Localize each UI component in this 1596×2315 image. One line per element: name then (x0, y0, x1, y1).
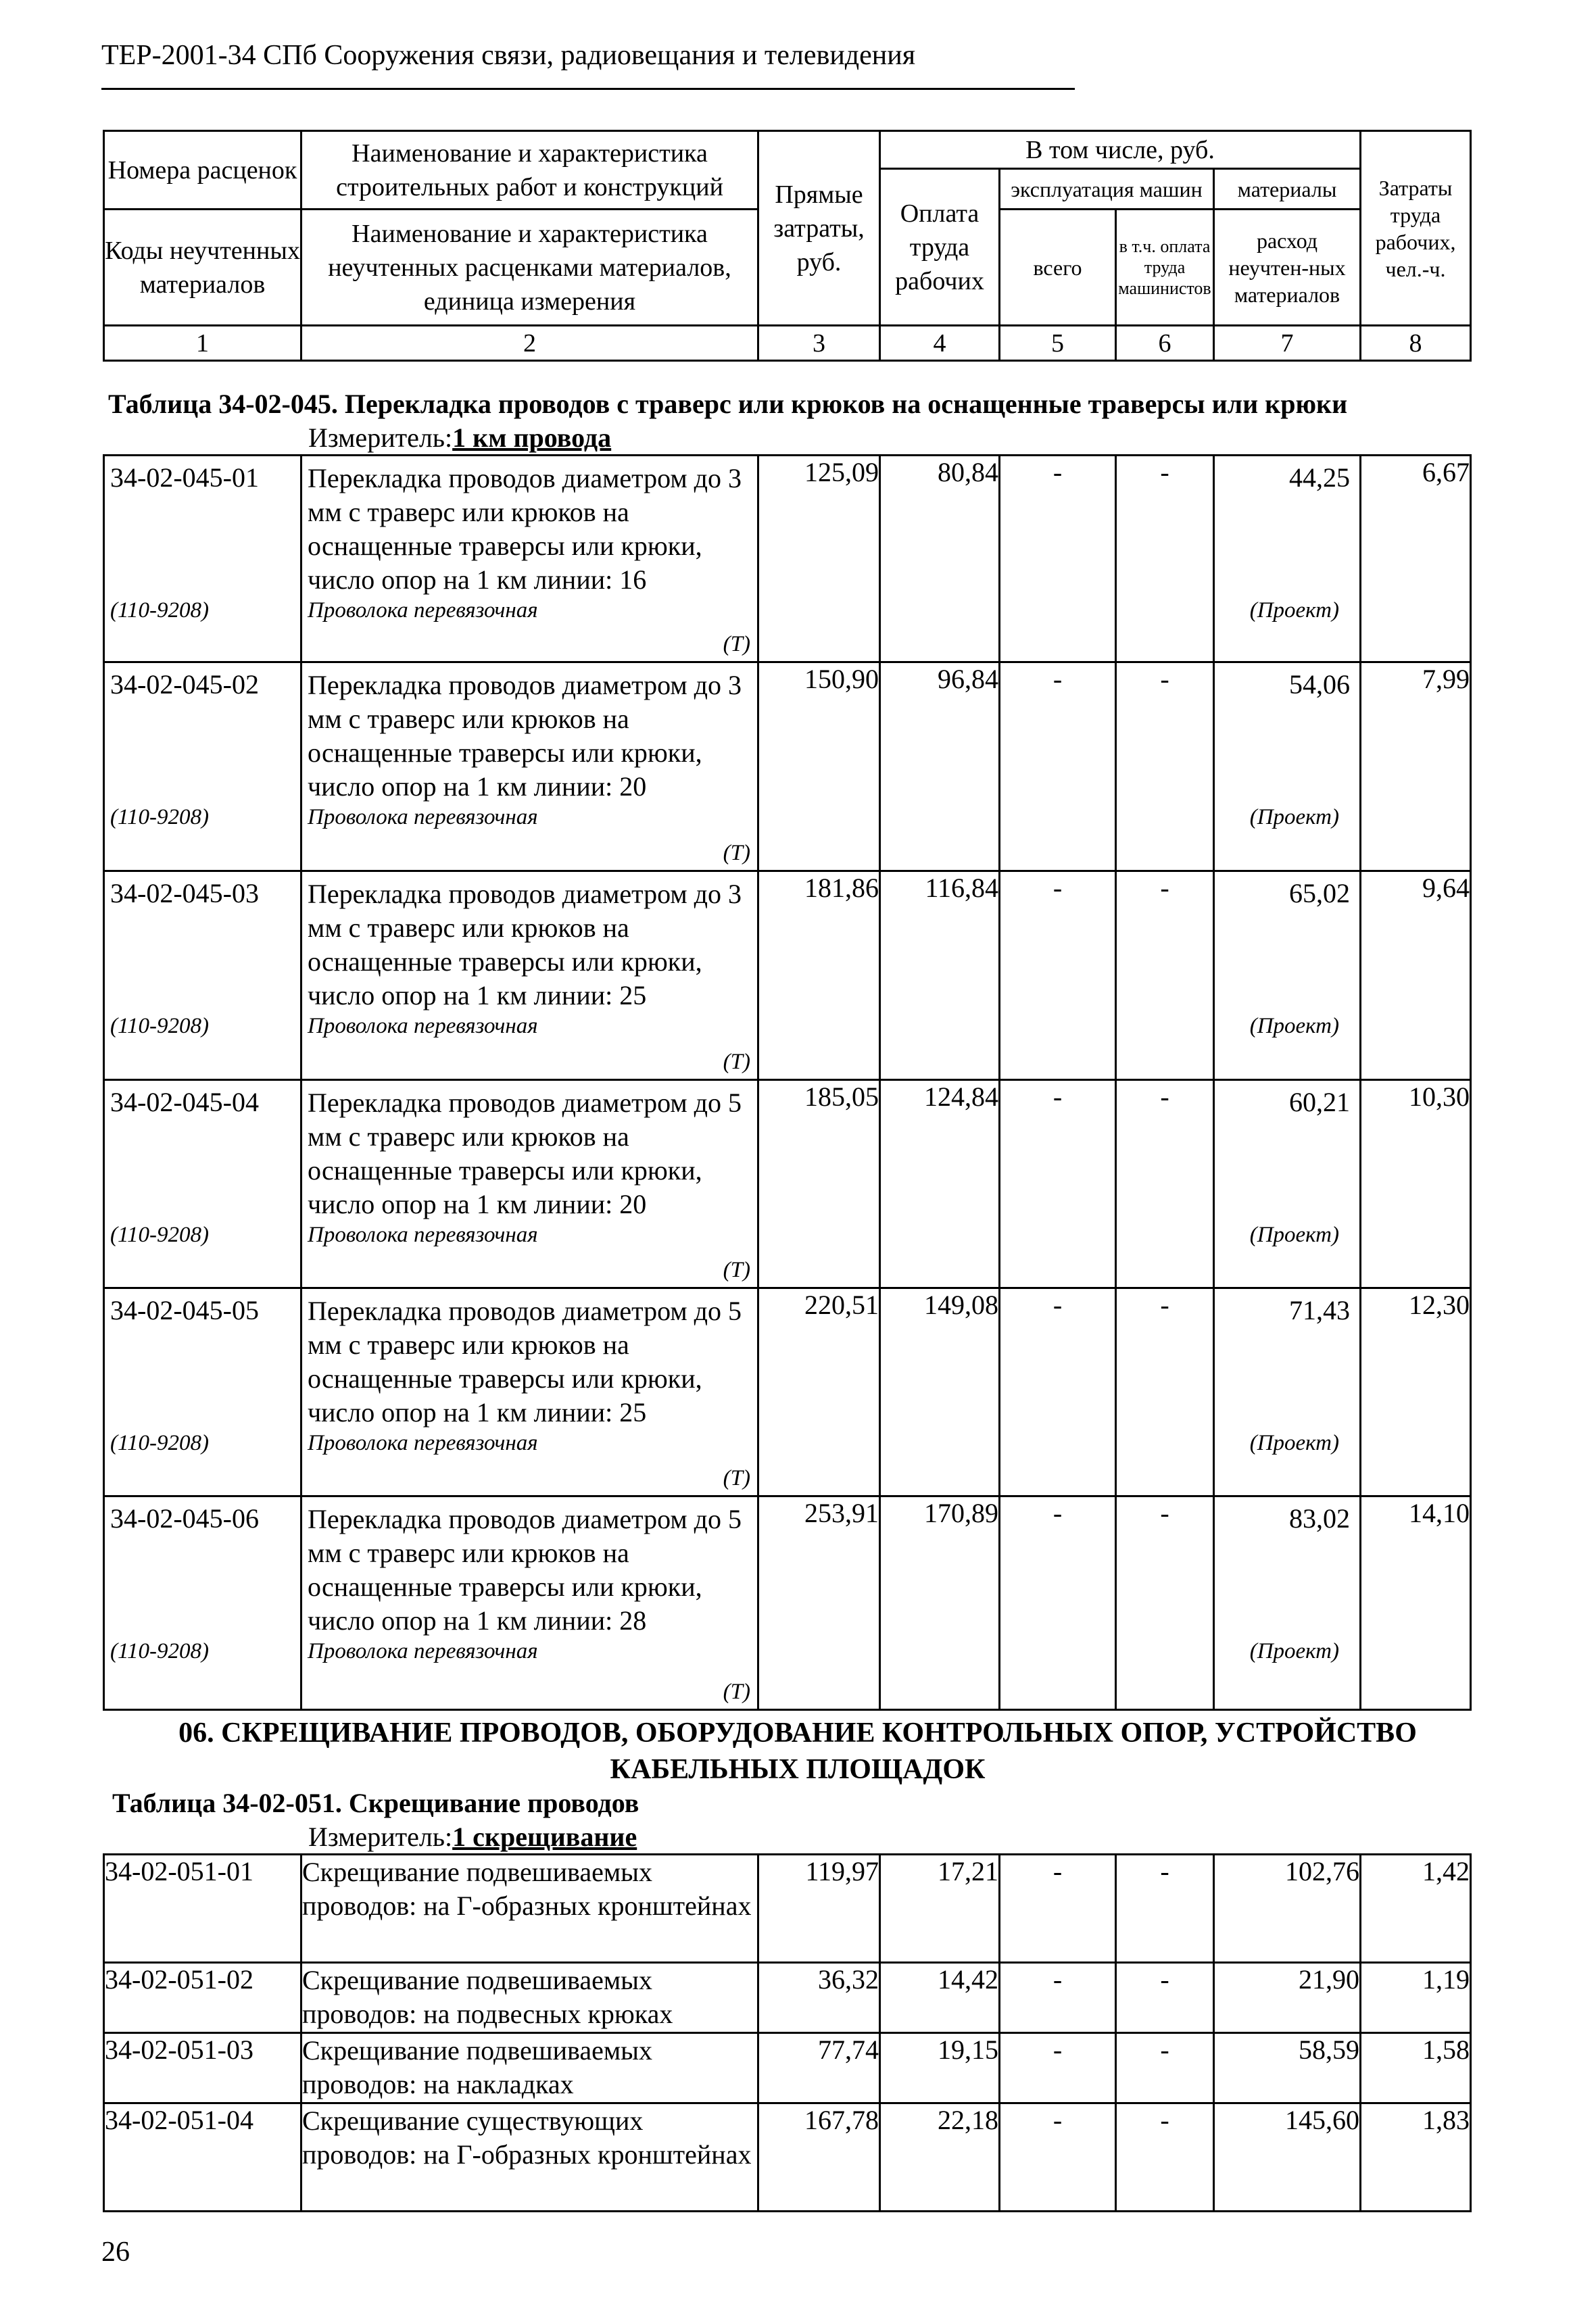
column-number: 2 (301, 326, 758, 361)
rate-code-cell (104, 1288, 301, 1496)
rate-code: 34-02-051-03 (104, 2033, 301, 2103)
material-mark: (Т) (723, 1050, 750, 1074)
table-row (104, 456, 1471, 662)
column-number: 8 (1361, 326, 1471, 361)
direct-costs: 150,90 (758, 662, 880, 871)
material-name: Проволока перевязочная (308, 1431, 538, 1455)
rate-description: Перекладка проводов диаметром до 3 мм с траверс или крюков на оснащенные траверсы или крюки, число опор на 1 км линии: 25 (308, 879, 742, 1010)
table-title: Таблица 34-02-051. Скрещивание проводов (112, 1788, 639, 1818)
material-mark: (Т) (723, 1680, 750, 1704)
direct-costs: 220,51 (758, 1288, 880, 1496)
rate-description: Перекладка проводов диаметром до 5 мм с траверс или крюков на оснащенные траверсы или крюки, число опор на 1 км линии: 28 (308, 1504, 742, 1636)
header-machinists-pay: в т.ч. оплата труда машинистов (1116, 210, 1214, 326)
rate-code: 34-02-045-05 (110, 1295, 259, 1325)
labor-pay: 14,42 (880, 1963, 1000, 2033)
header-material-names: Наименование и характеристика неучтенных расценками материалов, единица измерения (301, 210, 758, 326)
header-labor-pay: Оплата труда рабочих (880, 169, 1000, 326)
labor-pay: 116,84 (880, 871, 1000, 1080)
direct-costs: 253,91 (758, 1496, 880, 1710)
measure-value: 1 скрещивание (452, 1822, 637, 1852)
machines-total: - (1000, 2033, 1116, 2103)
project-mark: (Проект) (1249, 1431, 1339, 1455)
material-code: (110-9208) (110, 1223, 210, 1247)
direct-costs: 167,78 (758, 2103, 880, 2212)
labor-hours: 1,58 (1361, 2033, 1471, 2103)
header-direct-costs: Прямые затраты, руб. (758, 131, 880, 326)
labor-pay: 22,18 (880, 2103, 1000, 2212)
machinists-pay: - (1116, 1855, 1214, 1963)
materials-cell (1214, 1080, 1361, 1288)
machinists-pay: - (1116, 2033, 1214, 2103)
table-row (104, 1963, 1471, 2033)
column-number: 1 (104, 326, 301, 361)
material-name: Проволока перевязочная (308, 1014, 538, 1038)
column-number: 4 (880, 326, 1000, 361)
labor-hours: 1,19 (1361, 1963, 1471, 2033)
header-rate-numbers: Номера расценок (104, 131, 301, 210)
description-cell (301, 1288, 758, 1496)
measure-value: 1 км провода (452, 422, 612, 453)
page-number: 26 (101, 2237, 130, 2268)
header-materials: материалы (1214, 169, 1361, 210)
header-material-codes: Коды неучтенных материалов (104, 210, 301, 326)
machinists-pay: - (1116, 1496, 1214, 1710)
column-number: 5 (1000, 326, 1116, 361)
material-name: Проволока перевязочная (308, 1223, 538, 1247)
table-row (104, 1496, 1471, 1710)
rate-code: 34-02-045-02 (110, 669, 259, 700)
table-row (104, 2033, 1471, 2103)
rate-description: Скрещивание существующих проводов: на Г-образных кронштейнах (301, 2103, 758, 2212)
rates-table-045 (103, 454, 1472, 1711)
machinists-pay: - (1116, 1288, 1214, 1496)
labor-hours: 1,83 (1361, 2103, 1471, 2212)
section-title-line1: 06. СКРЕЩИВАНИЕ ПРОВОДОВ, ОБОРУДОВАНИЕ КОНТРОЛЬНЫХ ОПОР, УСТРОЙСТВО (178, 1717, 1417, 1749)
labor-pay: 17,21 (880, 1855, 1000, 1963)
rate-code-cell (104, 1080, 301, 1288)
materials-cost: 58,59 (1214, 2033, 1361, 2103)
direct-costs: 36,32 (758, 1963, 880, 2033)
materials-cell (1214, 871, 1361, 1080)
column-number: 3 (758, 326, 880, 361)
table-row (104, 2103, 1471, 2212)
material-mark: (Т) (723, 1258, 750, 1282)
labor-hours: 9,64 (1361, 871, 1471, 1080)
rate-code: 34-02-045-03 (110, 878, 259, 908)
labor-hours: 6,67 (1361, 456, 1471, 662)
table-row (104, 1855, 1471, 1963)
page-header-title: ТЕР-2001-34 СПб Сооружения связи, радиовещания и телевидения (101, 40, 916, 71)
direct-costs: 185,05 (758, 1080, 880, 1288)
rate-code: 34-02-051-02 (104, 1963, 301, 2033)
description-cell (301, 456, 758, 662)
header-machines-total: всего (1000, 210, 1116, 326)
labor-pay: 19,15 (880, 2033, 1000, 2103)
description-cell (301, 1496, 758, 1710)
table-measure (308, 1821, 637, 1853)
machinists-pay: - (1116, 1963, 1214, 2033)
material-name: Проволока перевязочная (308, 1639, 538, 1663)
column-number: 7 (1214, 326, 1361, 361)
machines-total: - (1000, 871, 1116, 1080)
labor-hours: 1,42 (1361, 1855, 1471, 1963)
machines-total: - (1000, 1855, 1116, 1963)
header-work-name: Наименование и характеристика строительных работ и конструкций (301, 131, 758, 210)
column-number: 6 (1116, 326, 1214, 361)
rate-code-cell (104, 871, 301, 1080)
project-mark: (Проект) (1249, 805, 1339, 829)
material-mark: (Т) (723, 1466, 750, 1490)
machinists-pay: - (1116, 2103, 1214, 2212)
table-row (104, 871, 1471, 1080)
material-mark: (Т) (723, 632, 750, 656)
rate-code: 34-02-045-01 (110, 462, 259, 493)
machines-total: - (1000, 1496, 1116, 1710)
rate-code: 34-02-045-06 (110, 1503, 259, 1534)
project-mark: (Проект) (1249, 1223, 1339, 1247)
material-code: (110-9208) (110, 1014, 210, 1038)
labor-pay: 149,08 (880, 1288, 1000, 1496)
header-unaccounted-materials: расход неучтен-ных материалов (1214, 210, 1361, 326)
description-cell (301, 662, 758, 871)
rate-description: Перекладка проводов диаметром до 3 мм с траверс или крюков на оснащенные траверсы или крюки, число опор на 1 км линии: 16 (308, 463, 742, 595)
rate-code-cell (104, 456, 301, 662)
rate-description: Перекладка проводов диаметром до 3 мм с траверс или крюков на оснащенные траверсы или крюки, число опор на 1 км линии: 20 (308, 670, 742, 802)
project-mark: (Проект) (1249, 598, 1339, 623)
rate-code: 34-02-051-04 (104, 2103, 301, 2212)
measure-label: Измеритель: (308, 1822, 453, 1852)
materials-cell (1214, 1288, 1361, 1496)
table-row (104, 1288, 1471, 1496)
table-title: Таблица 34-02-045. Перекладка проводов с траверс или крюков на оснащенные траверсы или крюки (108, 389, 1348, 419)
rate-code: 34-02-045-04 (110, 1087, 259, 1117)
material-code: (110-9208) (110, 1639, 210, 1663)
table-row (104, 662, 1471, 871)
materials-cell (1214, 1496, 1361, 1710)
machinists-pay: - (1116, 456, 1214, 662)
header-machines: эксплуатация машин (1000, 169, 1214, 210)
measure-label: Измеритель: (308, 422, 453, 453)
machines-total: - (1000, 1963, 1116, 2033)
material-code: (110-9208) (110, 805, 210, 829)
labor-pay: 124,84 (880, 1080, 1000, 1288)
labor-hours: 10,30 (1361, 1080, 1471, 1288)
machinists-pay: - (1116, 662, 1214, 871)
rates-table-051 (103, 1853, 1472, 2212)
material-code: (110-9208) (110, 598, 210, 623)
material-name: Проволока перевязочная (308, 598, 538, 623)
machines-total: - (1000, 456, 1116, 662)
machines-total: - (1000, 2103, 1116, 2212)
project-mark: (Проект) (1249, 1639, 1339, 1663)
materials-cost: 21,90 (1214, 1963, 1361, 2033)
labor-hours: 7,99 (1361, 662, 1471, 871)
rate-code-cell (104, 662, 301, 871)
material-mark: (Т) (723, 841, 750, 865)
machinists-pay: - (1116, 871, 1214, 1080)
project-mark: (Проект) (1249, 1014, 1339, 1038)
materials-cost: 83,02 (1289, 1503, 1350, 1534)
description-cell (301, 1080, 758, 1288)
direct-costs: 125,09 (758, 456, 880, 662)
material-name: Проволока перевязочная (308, 805, 538, 829)
machines-total: - (1000, 1080, 1116, 1288)
column-header-table (103, 130, 1472, 362)
description-cell (301, 871, 758, 1080)
header-including-group: В том числе, руб. (880, 131, 1361, 169)
material-code: (110-9208) (110, 1431, 210, 1455)
rate-description: Скрещивание подвешиваемых проводов: на накладках (301, 2033, 758, 2103)
section-title-line2: КАБЕЛЬНЫХ ПЛОЩАДОК (610, 1754, 986, 1785)
materials-cost: 65,02 (1289, 878, 1350, 908)
rate-code-cell (104, 1496, 301, 1710)
rate-description: Перекладка проводов диаметром до 5 мм с траверс или крюков на оснащенные траверсы или крюки, число опор на 1 км линии: 20 (308, 1088, 742, 1219)
table-row (104, 1080, 1471, 1288)
rate-description: Перекладка проводов диаметром до 5 мм с траверс или крюков на оснащенные траверсы или крюки, число опор на 1 км линии: 25 (308, 1296, 742, 1428)
machinists-pay: - (1116, 1080, 1214, 1288)
direct-costs: 181,86 (758, 871, 880, 1080)
materials-cost: 54,06 (1289, 669, 1350, 700)
labor-pay: 170,89 (880, 1496, 1000, 1710)
machines-total: - (1000, 662, 1116, 871)
materials-cost: 60,21 (1289, 1087, 1350, 1117)
rate-description: Скрещивание подвешиваемых проводов: на подвесных крюках (301, 1963, 758, 2033)
header-labor-cost: Затраты труда рабочих, чел.-ч. (1361, 131, 1471, 326)
machines-total: - (1000, 1288, 1116, 1496)
table-measure (308, 422, 611, 454)
materials-cost: 71,43 (1289, 1295, 1350, 1325)
direct-costs: 77,74 (758, 2033, 880, 2103)
labor-pay: 96,84 (880, 662, 1000, 871)
header-rule (101, 88, 1075, 90)
materials-cell (1214, 456, 1361, 662)
labor-hours: 14,10 (1361, 1496, 1471, 1710)
rate-description: Скрещивание подвешиваемых проводов: на Г-образных кронштейнах (301, 1855, 758, 1963)
materials-cost: 145,60 (1214, 2103, 1361, 2212)
materials-cost: 102,76 (1214, 1855, 1361, 1963)
materials-cost: 44,25 (1289, 462, 1350, 493)
direct-costs: 119,97 (758, 1855, 880, 1963)
labor-pay: 80,84 (880, 456, 1000, 662)
labor-hours: 12,30 (1361, 1288, 1471, 1496)
rate-code: 34-02-051-01 (104, 1855, 301, 1963)
materials-cell (1214, 662, 1361, 871)
